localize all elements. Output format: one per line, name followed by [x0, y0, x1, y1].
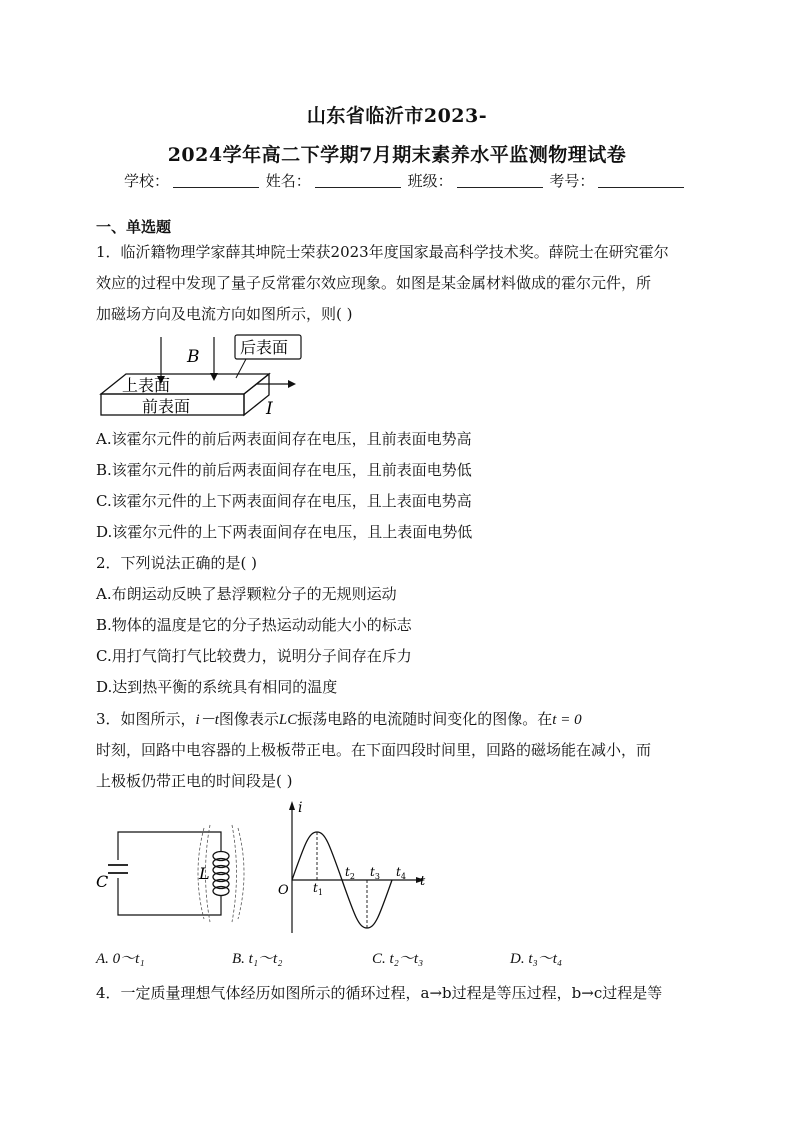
i-t-graph — [272, 798, 432, 938]
tick-t4-sub: 4 — [400, 872, 406, 881]
tick-t1-main: t — [313, 881, 318, 895]
name-blank[interactable] — [315, 173, 401, 188]
q3-text-c: 图像表示 — [218, 710, 279, 728]
school-label: 学校： — [124, 172, 170, 190]
student-info-row — [124, 170, 686, 191]
q3-option-d[interactable]: D. t₃～t₄ — [510, 951, 563, 967]
q3-option-a[interactable]: A. 0～t₁ — [96, 951, 145, 967]
q3-text-e: 振荡电路的电流随时间变化的图像。在 — [297, 710, 553, 728]
exam-title-line2: 2024学年高二下学期7月期末素养水平监测物理试卷 — [167, 144, 627, 166]
tick-t2-sub: 2 — [349, 872, 355, 881]
q2-option-d[interactable]: D.达到热平衡的系统具有相同的温度 — [96, 678, 338, 696]
tick-t1 — [313, 881, 323, 897]
tick-t3-main: t — [370, 865, 375, 879]
q3-lc-symbol: LC — [278, 712, 298, 728]
exam-number-label: 考号： — [549, 172, 595, 190]
q1-option-b[interactable]: B.该霍尔元件的前后两表面间存在电压，且前表面电势低 — [96, 461, 472, 479]
label-L: L — [199, 864, 210, 883]
tick-t1-sub: 1 — [317, 888, 323, 897]
tick-t3 — [370, 865, 380, 881]
tick-t3-sub: 3 — [374, 872, 380, 881]
lc-circuit-figure — [96, 800, 246, 940]
label-back-surface: 后表面 — [240, 338, 289, 357]
q1-option-c[interactable]: C.该霍尔元件的上下两表面间存在电压，且上表面电势高 — [96, 492, 472, 510]
class-label: 班级： — [407, 172, 453, 190]
q1-option-d[interactable]: D.该霍尔元件的上下两表面间存在电压，且上表面电势低 — [96, 523, 473, 541]
label-I: I — [266, 399, 273, 419]
axis-t-label: t — [420, 874, 426, 889]
q3-option-b[interactable]: B. t₁～t₂ — [232, 951, 283, 967]
label-C: C — [96, 872, 109, 891]
origin-label: O — [278, 883, 289, 898]
q3-option-c[interactable]: C. t₂～t₃ — [372, 951, 424, 967]
q3-it-symbol: i－t — [195, 712, 219, 728]
q4-stem-line1: 4．一定质量理想气体经历如图所示的循环过程，a→b过程是等压过程，b→c过程是等 — [96, 984, 663, 1002]
q3-stem-line1 — [96, 708, 582, 729]
tick-t4 — [396, 865, 406, 881]
label-front-surface: 前表面 — [142, 397, 191, 416]
q1-stem-line1: 1．临沂籍物理学家薛其坤院士荣获2023年度国家最高科学技术奖。薛院士在研究霍尔 — [96, 243, 669, 261]
q2-stem: 2．下列说法正确的是( ) — [96, 554, 258, 572]
q3-options-row — [96, 947, 696, 969]
q1-option-a[interactable]: A.该霍尔元件的前后两表面间存在电压，且前表面电势高 — [96, 430, 472, 448]
class-blank[interactable] — [457, 173, 543, 188]
name-label: 姓名： — [265, 172, 311, 190]
hall-element-figure — [96, 332, 316, 422]
label-B: B — [187, 347, 200, 367]
q2-option-b[interactable]: B.物体的温度是它的分子热运动动能大小的标志 — [96, 616, 412, 634]
q1-stem-line2: 效应的过程中发现了量子反常霍尔效应现象。如图是某金属材料做成的霍尔元件，所 — [96, 274, 652, 292]
q3-stem-line2: 时刻，回路中电容器的上极板带正电。在下面四段时间里，回路的磁场能在减小，而 — [96, 741, 652, 759]
school-blank[interactable] — [173, 173, 259, 188]
tick-t2 — [345, 865, 355, 881]
q2-option-c[interactable]: C.用打气筒打气比较费力，说明分子间存在斥力 — [96, 647, 412, 665]
q3-t0-symbol: t = 0 — [552, 712, 582, 728]
q1-stem-line3: 加磁场方向及电流方向如图所示，则( ) — [96, 305, 353, 323]
exam-title-line1: 山东省临沂市2023- — [306, 105, 488, 127]
q3-text-a: 3．如图所示， — [96, 710, 196, 728]
axis-i-label: i — [298, 800, 303, 816]
q3-stem-line3: 上极板仍带正电的时间段是( ) — [96, 772, 293, 790]
label-top-surface: 上表面 — [122, 376, 171, 395]
tick-t2-main: t — [345, 865, 350, 879]
section-heading: 一、单选题 — [96, 218, 172, 236]
tick-t4-main: t — [396, 865, 401, 879]
q2-option-a[interactable]: A.布朗运动反映了悬浮颗粒分子的无规则运动 — [96, 585, 397, 603]
exam-number-blank[interactable] — [598, 173, 684, 188]
